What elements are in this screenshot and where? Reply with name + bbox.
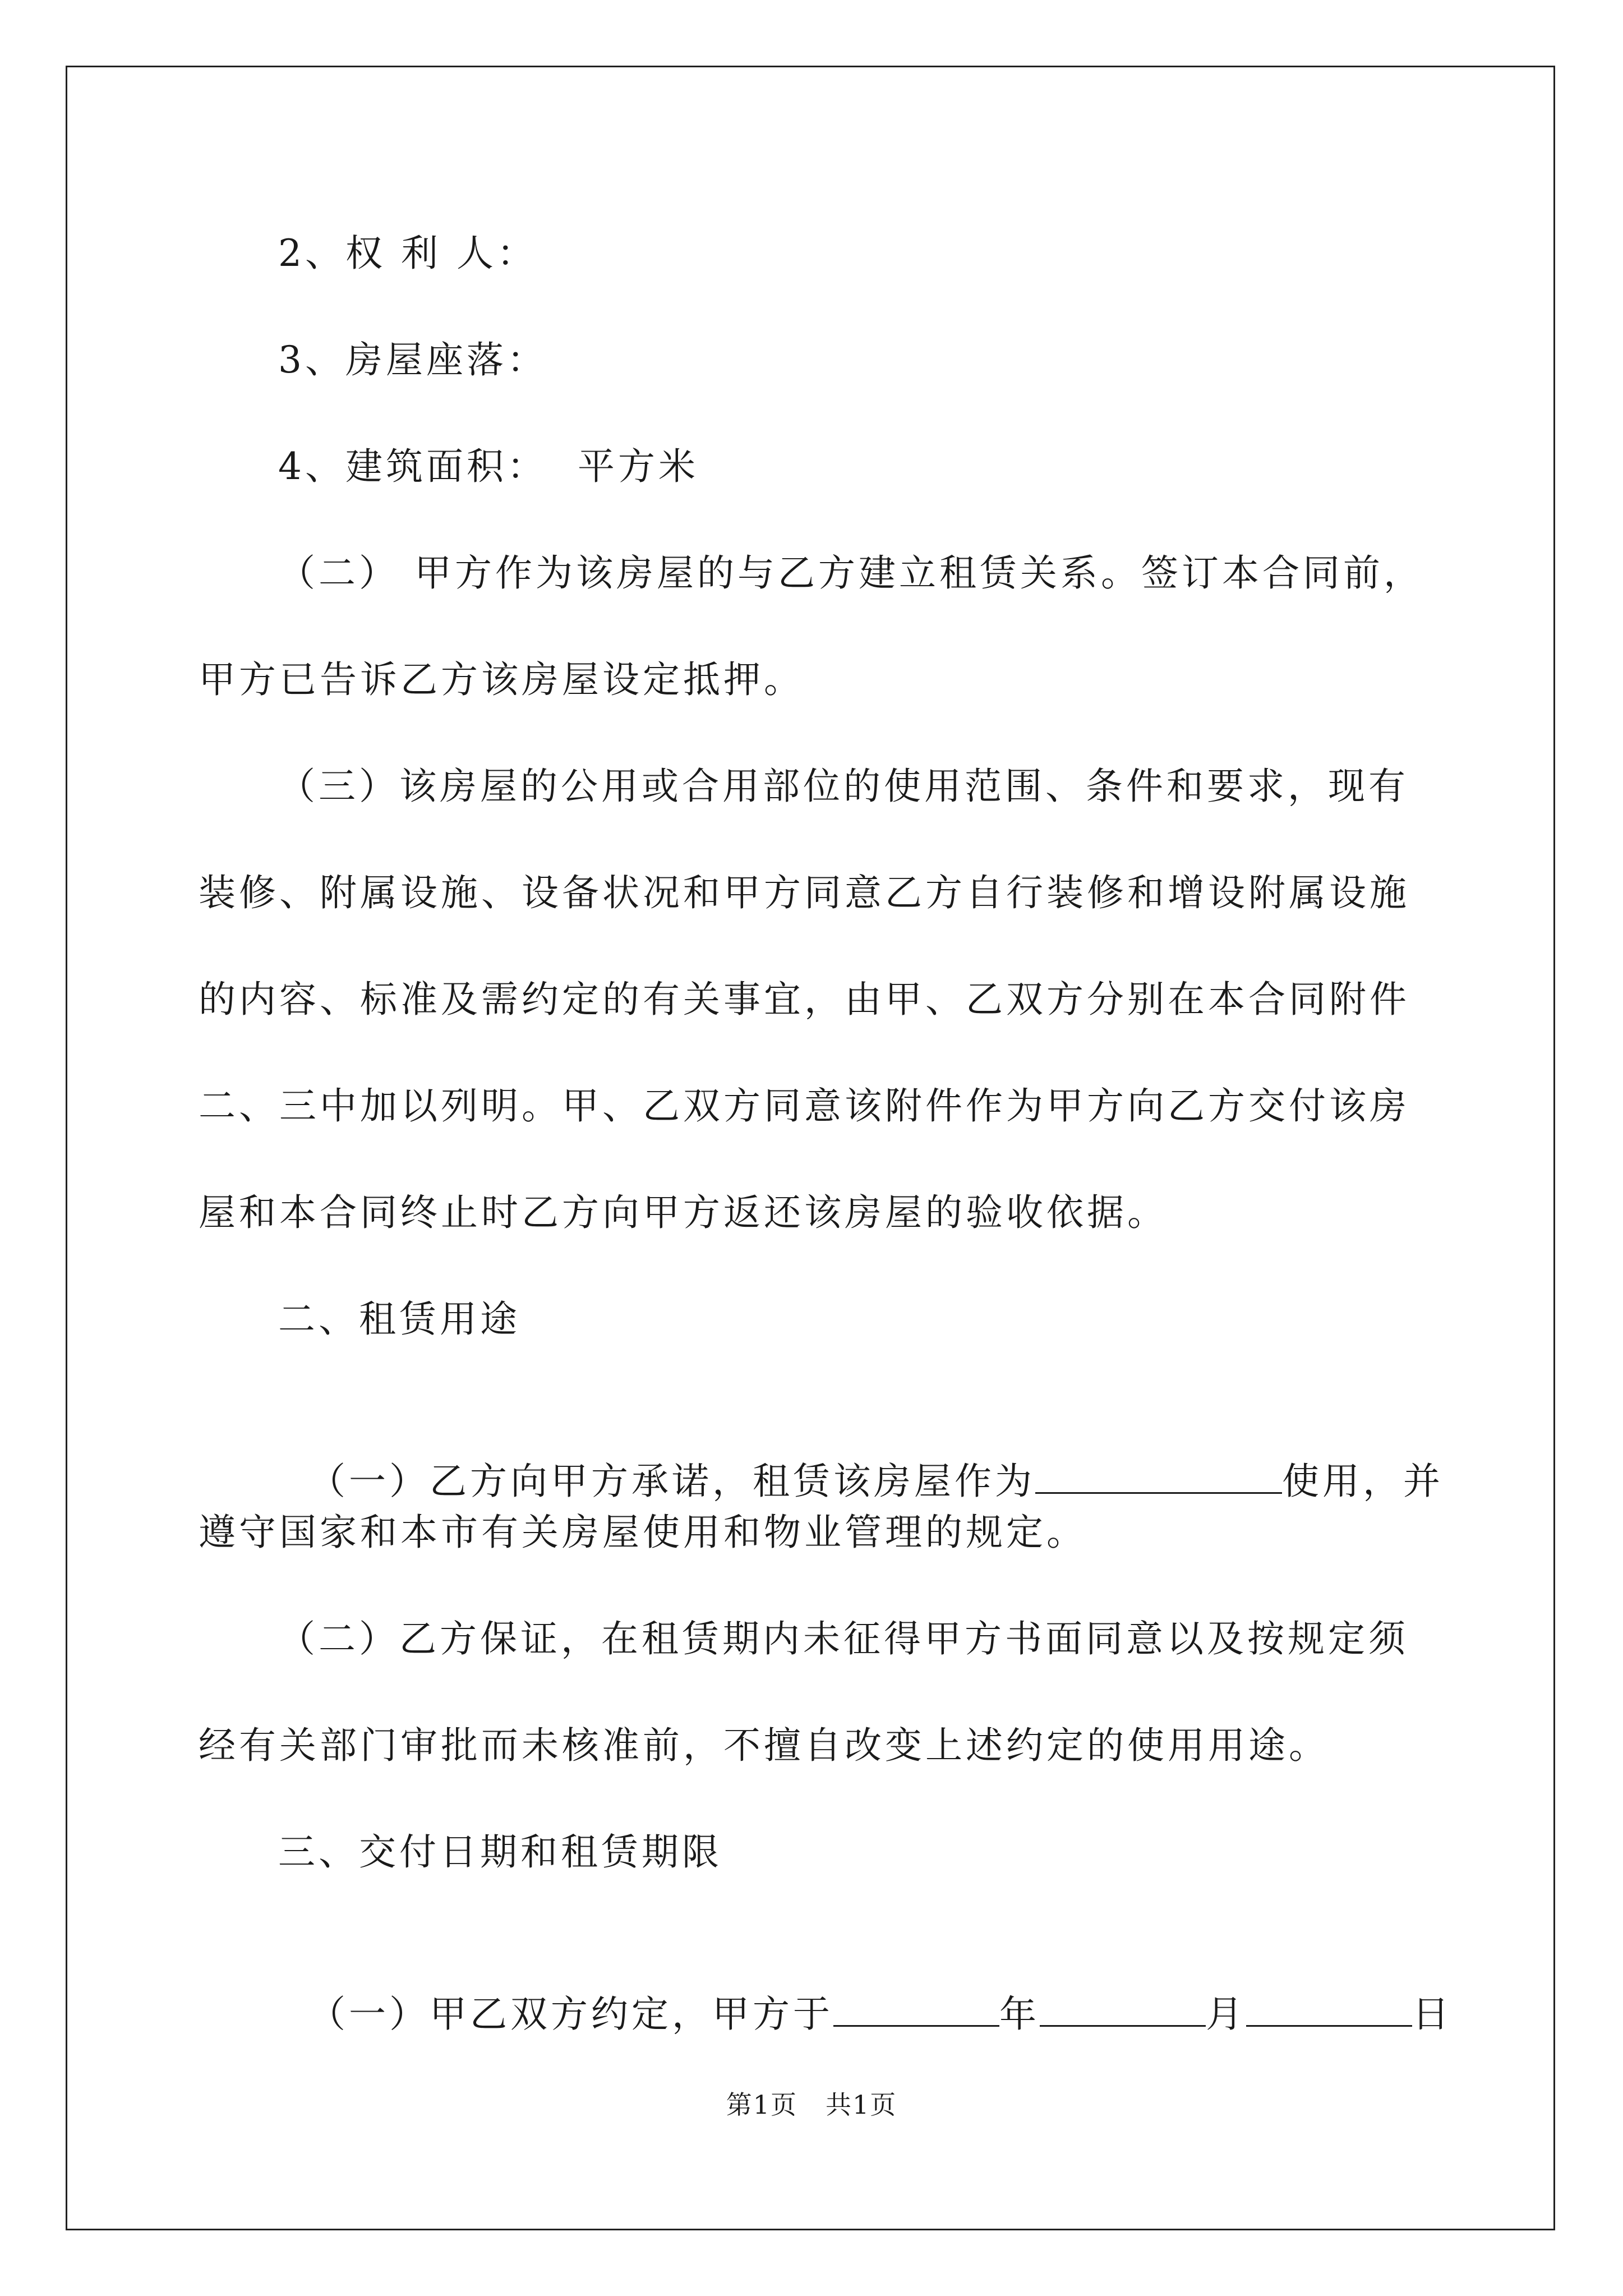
year-label: 年: [999, 1993, 1040, 2036]
paragraph-line: （二）乙方保证，在租赁期内未征得甲方书面同意以及按规定须: [278, 1617, 1409, 1660]
line-text: （一）乙方向甲方承诺，租赁该房屋作为: [308, 1460, 1035, 1503]
fill-in-blank-usage: [1035, 1453, 1282, 1494]
paragraph-line: （三）该房屋的公用或合用部位的使用范围、条件和要求，现有: [278, 765, 1409, 808]
clause-rights-holder: 2、权 利 人：: [278, 232, 537, 275]
paragraph-line: 甲方已告诉乙方该房屋设定抵押。: [199, 658, 804, 701]
day-label: 日: [1412, 1993, 1453, 2036]
paragraph-line: 二、三中加以列明。甲、乙双方同意该附件作为甲方向乙方交付该房: [199, 1084, 1410, 1128]
section-heading-delivery: 三、交付日期和租赁期限: [278, 1830, 722, 1874]
paragraph-line: 的内容、标准及需约定的有关事宜，由甲、乙双方分别在本合同附件: [199, 978, 1410, 1021]
paragraph-line: 屋和本合同终止时乙方向甲方返还该房屋的验收依据。: [199, 1191, 1168, 1234]
page-total: 共1页: [825, 2090, 897, 2120]
line-text: （一）甲乙双方约定，甲方于: [308, 1993, 833, 2036]
paragraph-line: （二） 甲方作为该房屋的与乙方建立租赁关系。签订本合同前，: [278, 551, 1424, 595]
page-border: [66, 66, 1555, 2230]
clause-area: 4、建筑面积： 平方米: [278, 445, 699, 488]
paragraph-line: 装修、附属设施、设备状况和甲方同意乙方自行装修和增设附属设施: [199, 871, 1410, 914]
paragraph-line: 经有关部门审批而未核准前，不擅自改变上述约定的使用用途。: [199, 1724, 1329, 1767]
page-footer: [0, 2088, 1623, 2122]
fill-in-blank-day: [1246, 1986, 1412, 2027]
month-label: 月: [1205, 1993, 1246, 2036]
fill-in-blank-year: [833, 1986, 999, 2027]
fill-in-blank-month: [1040, 1986, 1206, 2027]
paragraph-line-with-blank: [278, 1399, 1444, 1508]
page-number: 第1页: [726, 2090, 798, 2120]
clause-location: 3、房屋座落：: [278, 338, 547, 381]
section-heading-usage: 二、租赁用途: [278, 1297, 520, 1341]
paragraph-line-with-blanks: [278, 1932, 1453, 2041]
paragraph-line: 遵守国家和本市有关房屋使用和物业管理的规定。: [199, 1511, 1087, 1554]
line-text: 使用，并: [1281, 1460, 1444, 1503]
